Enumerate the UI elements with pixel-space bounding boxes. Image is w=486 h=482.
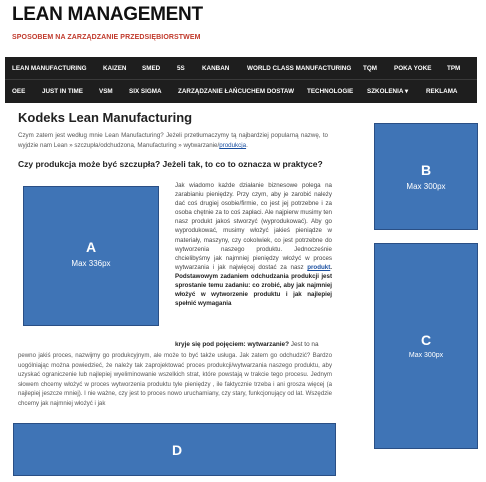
nav-item-oee[interactable]: OEE [12,88,26,95]
intro-end: . [246,142,248,149]
ad-a-size: Max 336px [71,259,111,268]
nav-item-tpm[interactable]: TPM [447,65,461,72]
nav-item-world-class-manufacturing[interactable]: WORLD CLASS MANUFACTURING [247,65,352,72]
lower-heading-bold: kryje się pod pojęciem: wytwarzanie? [175,341,290,348]
nav-item-5s[interactable]: 5S [177,65,185,72]
lower-heading-tail: Jest to na [289,341,319,348]
ad-d-letter: D [172,442,183,458]
intro-link-produkcja[interactable]: produkcja [219,142,247,149]
article-lower-paragraph: pewno jakiś proces, nazwijmy go produkcyjnym, ale może to być także usługa. Jak zatem go odchudzić? Bardzo uogólniając można powiedzieć, że należy tak zaprojektować proces produkcji/wytwarzania naszego produktu, aby uzyskać ograniczenie lub najlepiej wyeliminowanie wszelkich strat, które powstają w trakcie tego procesu. Jednym słowem chcemy włożyć w proces wytworzenia produktu tyle pieniędzy , ile faktycznie trzeba i ani grosza więcej (a najlepiej jeszcze mniej). I nie ważne, czy jest to proces nowo uruchamiany, czy stary, funkcjonujący od lat. Wszędzie chcemy jak najmniej włożyć i jak [18,352,332,407]
main-navigation [5,57,477,103]
ad-slot-a[interactable] [23,186,159,326]
article-subheading: Czy produkcja może być szczupła? Jeżeli tak, to co to oznacza w praktyce? [18,159,323,169]
body-bold-text: . Podstawowym zadaniem odchudzania produkcji jest sprostanie temu zadaniu: co zrobić, aby jak najmniej włożyć w wytworzenie produktu i jak najlepiej spełnić wymagania [175,263,332,308]
nav-item-kaizen[interactable]: KAIZEN [103,65,127,72]
article-intro [18,131,328,151]
body-text: Jak wiadomo każde działanie biznesowe polega na zarabianiu pieniędzy. Przy czym, aby je zarobić należy dać coś drugiej osobie/firmie, co jest jej potrzebne i za osoba chętnie za to coś zapłaci. Ale najpierw musimy ten nasz produkt jakoś stworzyć (wyprodukować). Aby go wyprodukować, musimy włożyć jakieś pieniądze w materiały, maszyny, czy cokolwiek, co jest potrzebne do wytworzenia naszego produktu. Jednocześnie chcielibyśmy jak najmniej pieniędzy włożyć w proces wytwarzania i jak najwięcej dostać za nasz [175,182,332,271]
nav-item-vsm[interactable]: VSM [99,88,113,95]
ad-b-size: Max 300px [406,182,446,191]
ad-c-size: Max 300px [408,352,444,359]
ad-a-letter: A [85,239,97,255]
nav-item-supply-chain[interactable]: ZARZĄDZANIE ŁAŃCUCHEM DOSTAW [178,88,295,95]
ad-slot-c[interactable] [374,243,478,449]
nav-item-reklama[interactable]: REKLAMA [426,88,458,95]
ad-b-letter: B [420,162,432,178]
nav-item-just-in-time[interactable]: JUST IN TIME [42,88,83,95]
ad-slot-d[interactable] [13,423,336,476]
ad-c-letter: C [420,332,432,348]
site-logo-title[interactable]: LEAN MANAGEMENT [12,4,203,25]
nav-item-smed[interactable]: SMED [142,65,161,72]
article-title: Kodeks Lean Manufacturing [18,110,193,125]
nav-item-lean-manufacturing[interactable]: LEAN MANUFACTURING [12,65,87,72]
nav-item-kanban[interactable]: KANBAN [202,65,230,72]
intro-text: Czym zatem jest według mnie Lean Manufacturing? Jeżeli przetłumaczymy tą najbardziej popularną nazwę, to wyjdzie nam Lean » szczupła/odchudzona, Manufacturing » wytwarzanie/ [18,132,328,149]
nav-row-2 [5,80,477,103]
article-body-right-column [175,181,332,308]
lower-paragraph-heading [175,341,319,348]
nav-item-szkolenia-dropdown[interactable]: SZKOLENIA ▾ [367,88,409,95]
nav-item-poka-yoke[interactable]: POKA YOKE [394,65,432,72]
nav-item-technologie[interactable]: TECHNOLOGIE [307,88,354,95]
ad-slot-b[interactable] [374,123,478,230]
site-tagline: SPOSOBEM NA ZARZĄDZANIE PRZEDSIĘBIORSTWEM [12,34,201,41]
nav-item-tqm[interactable]: TQM [363,65,377,72]
nav-row-1 [5,57,477,80]
body-link-produkt[interactable]: produkt [307,263,331,271]
nav-item-six-sigma[interactable]: SIX SIGMA [129,88,162,95]
